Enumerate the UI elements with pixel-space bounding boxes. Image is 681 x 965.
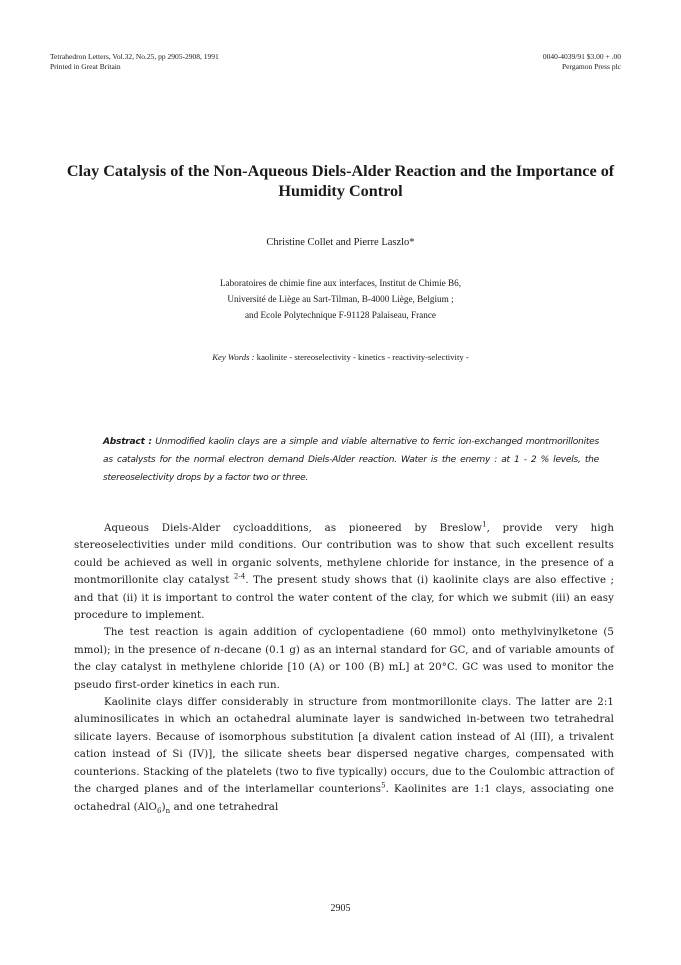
p1-text-c: . The present study shows that (i) kaolinite clays are also effective ; and that (ii) it is important to control the water content of the clay, for which we submit (iii) an easy procedure to implement. bbox=[74, 575, 614, 622]
subscript: 6 bbox=[157, 806, 162, 815]
keywords-label: Key Words : bbox=[212, 352, 255, 362]
p2-italic-n: n bbox=[213, 644, 221, 656]
ref-superscript: 2-4 bbox=[233, 572, 246, 581]
printed-note: Printed in Great Britain bbox=[50, 62, 121, 71]
p1-text-b: , provide very high stereoselectivities under mild conditions. Our contribution was to show that such excellent results could be achieved as well in organic solvents, methylene chloride for instance, in the presence of a montmorillonite clay catalyst bbox=[74, 523, 614, 587]
paper-title: Clay Catalysis of the Non-Aqueous Diels-Alder Reaction and the Importance of Humidity Control bbox=[66, 162, 615, 200]
p3-text-c: and one tetrahedral bbox=[170, 801, 279, 813]
paragraph-3 bbox=[74, 694, 614, 816]
publisher-header bbox=[543, 52, 621, 72]
body-text bbox=[74, 520, 614, 816]
p2-text-b: -decane (0.1 g) as an internal standard for GC, and of variable amounts of the clay catalyst in methylene chloride [10 (A) or 100 (B) mL] at 20°C. GC was used to monitor the pseudo first-order kinetics in each run. bbox=[74, 644, 614, 691]
p1-text-a: Aqueous Diels-Alder cycloadditions, as pioneered by Breslow bbox=[104, 523, 483, 534]
keywords-text: kaolinite - stereoselectivity - kinetics - reactivity-selectivity - bbox=[256, 352, 469, 362]
paragraph-2 bbox=[74, 624, 614, 694]
p3-text-b: . Kaolinites are 1:1 clays, associating one octahedral (AlO bbox=[74, 784, 614, 813]
affiliation-line-2: Université de Liège au Sart-Tilman, B-4000 Liège, Belgium ; bbox=[227, 294, 454, 304]
abstract-text: Unmodified kaolin clays are a simple and viable alternative to ferric ion-exchanged montmorillonites as catalysts for the normal electron demand Diels-Alder reaction. Water is the enemy : at 1 - 2 % levels, the stereoselectivity drops by a factor two or three. bbox=[103, 437, 599, 483]
page-number: 2905 bbox=[330, 903, 351, 914]
affiliation-line-3: and Ecole Polytechnique F-91128 Palaiseau, France bbox=[244, 310, 436, 320]
authors: Christine Collet and Pierre Laszlo* bbox=[266, 237, 415, 248]
publisher-name: Pergamon Press plc bbox=[561, 62, 621, 71]
abstract bbox=[103, 433, 599, 487]
affiliation bbox=[0, 275, 681, 323]
subscript: n bbox=[165, 806, 171, 815]
journal-header bbox=[50, 52, 219, 72]
price-code: 0040-4039/91 $3.00 + .00 bbox=[542, 52, 621, 61]
keywords bbox=[0, 352, 681, 362]
paragraph-1 bbox=[74, 520, 614, 624]
abstract-label: Abstract : bbox=[103, 437, 152, 447]
journal-citation: Tetrahedron Letters, Vol.32, No.25, pp 2905-2908, 1991 bbox=[50, 52, 219, 61]
p3-text-a: Kaolinite clays differ considerably in structure from montmorillonite clays. The latter are 2:1 aluminosilicates in which an octahedral aluminate layer is sandwiched in-between two tetrahedral silicate layers. Because of isomorphous substitution [a divalent cation instead of Al (III), a trivalent cation instead of Si (IV)], the silicate sheets bear dispersed negative charges, compensated with counterions. Stacking of the platelets (two to five typically) occurs, due to the Coulombic attraction of the charged planes and of the interlamellar counterions bbox=[74, 697, 614, 796]
affiliation-line-1: Laboratoires de chimie fine aux interfaces, Institut de Chimie B6, bbox=[219, 278, 462, 288]
p2-text-a: The test reaction is again addition of cyclopentadiene (60 mmol) onto methylvinylketone (5 mmol); in the presence of bbox=[74, 627, 614, 656]
p3-paren: ) bbox=[161, 801, 166, 813]
ref-superscript: 5 bbox=[381, 781, 386, 790]
ref-superscript: 1 bbox=[482, 520, 487, 529]
